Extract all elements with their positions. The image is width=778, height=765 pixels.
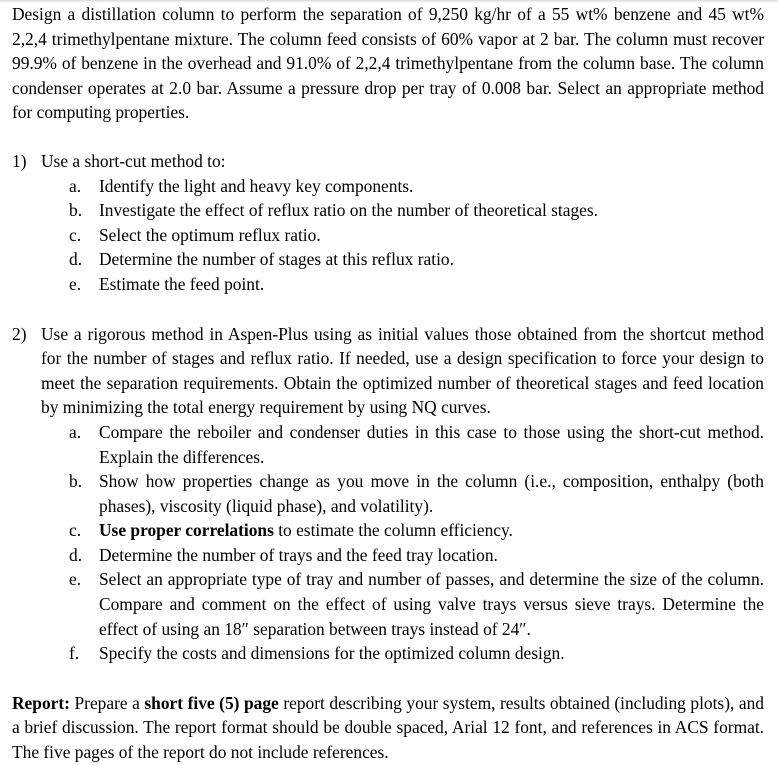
item-text: Specify the costs and dimensions for the optimized column design. [99,643,565,664]
item-marker: b. [69,200,83,221]
rigorous-task-list [12,420,764,666]
item-text: Show how properties change as you move in the column (i.e., composition, enthalpy (both phases), viscosity (liquid phase), and volatility). [99,471,764,516]
item-marker: f. [69,643,80,664]
report-text: report describing your system, results obtained (including plots), and a brief discussion. The report format should be double spaced, Arial 12 font, and references in ACS format. The five pages of the report do not include references. [12,692,764,763]
section-heading: Use a rigorous method in Aspen-Plus using as initial values those obtained from the shortcut method for the number of stages and reflux ratio. If needed, use a design specification to force your design to meet the separation requirements. Obtain the optimized number of theoretical stages and feed location by minimizing the total energy requirement by using NQ curves. [41,323,764,418]
list-item [12,272,764,297]
item-marker: d. [69,249,83,270]
item-text: Select an appropriate type of tray and number of passes, and determine the size of the column. Compare and comment on the effect of using valve trays versus sieve trays. Determine the effect of using an 18″ separation between trays instead of 24″. [99,569,764,639]
report-text: Prepare a [69,692,145,713]
item-text: Identify the light and heavy key components. [99,175,414,196]
section-rigorous-method [12,322,764,420]
item-text: Estimate the feed point. [99,273,265,294]
list-item [12,198,764,223]
list-item [12,247,764,272]
report-instructions [12,691,764,765]
list-item [12,223,764,248]
emphasis-text: short five (5) page [144,692,279,713]
section-shortcut-method [12,149,764,174]
section-heading: Use a short-cut method to: [41,150,226,171]
item-text: Determine the number of trays and the feed tray location. [99,544,498,565]
item-text: Investigate the effect of reflux ratio on the number of theoretical stages. [99,200,598,221]
item-marker: b. [69,471,83,492]
list-item [12,567,764,641]
item-text: Compare the reboiler and condenser duties in this case to those using the short-cut method. Explain the differences. [99,421,764,467]
section-number: 1) [12,150,27,171]
emphasis-text: Use proper correlations [99,520,274,541]
shortcut-task-list [12,174,764,297]
item-marker: d. [69,544,83,565]
list-item [12,420,764,469]
list-item [12,469,764,518]
item-text: Determine the number of stages at this reflux ratio. [99,249,454,270]
list-item [12,518,764,543]
report-label: Report: [12,692,70,713]
item-marker: c. [69,224,82,245]
item-marker: e. [69,569,82,590]
item-text: Select the optimum reflux ratio. [99,224,321,245]
item-marker: c. [69,520,82,541]
item-text: to estimate the column efficiency. [273,520,513,541]
problem-statement: Design a distillation column to perform the separation of 9,250 kg/hr of a 55 wt% benzene and 45 wt% 2,2,4 trimethylpentane mixture. The column feed consists of 60% vapor at 2 bar. The column must recover 99.9% of benzene in the overhead and 91.0% of 2,2,4 trimethylpentane from the column base. The column condenser operates at 2.0 bar. Assume a pressure drop per tray of 0.008 bar. Select an appropriate method for computing properties. [12,4,764,123]
item-marker: a. [69,421,82,442]
item-marker: a. [69,175,82,196]
item-marker: e. [69,273,82,294]
document-page [12,0,764,765]
list-item [12,641,764,666]
list-item [12,543,764,568]
list-item [12,174,764,199]
section-number: 2) [12,323,27,344]
